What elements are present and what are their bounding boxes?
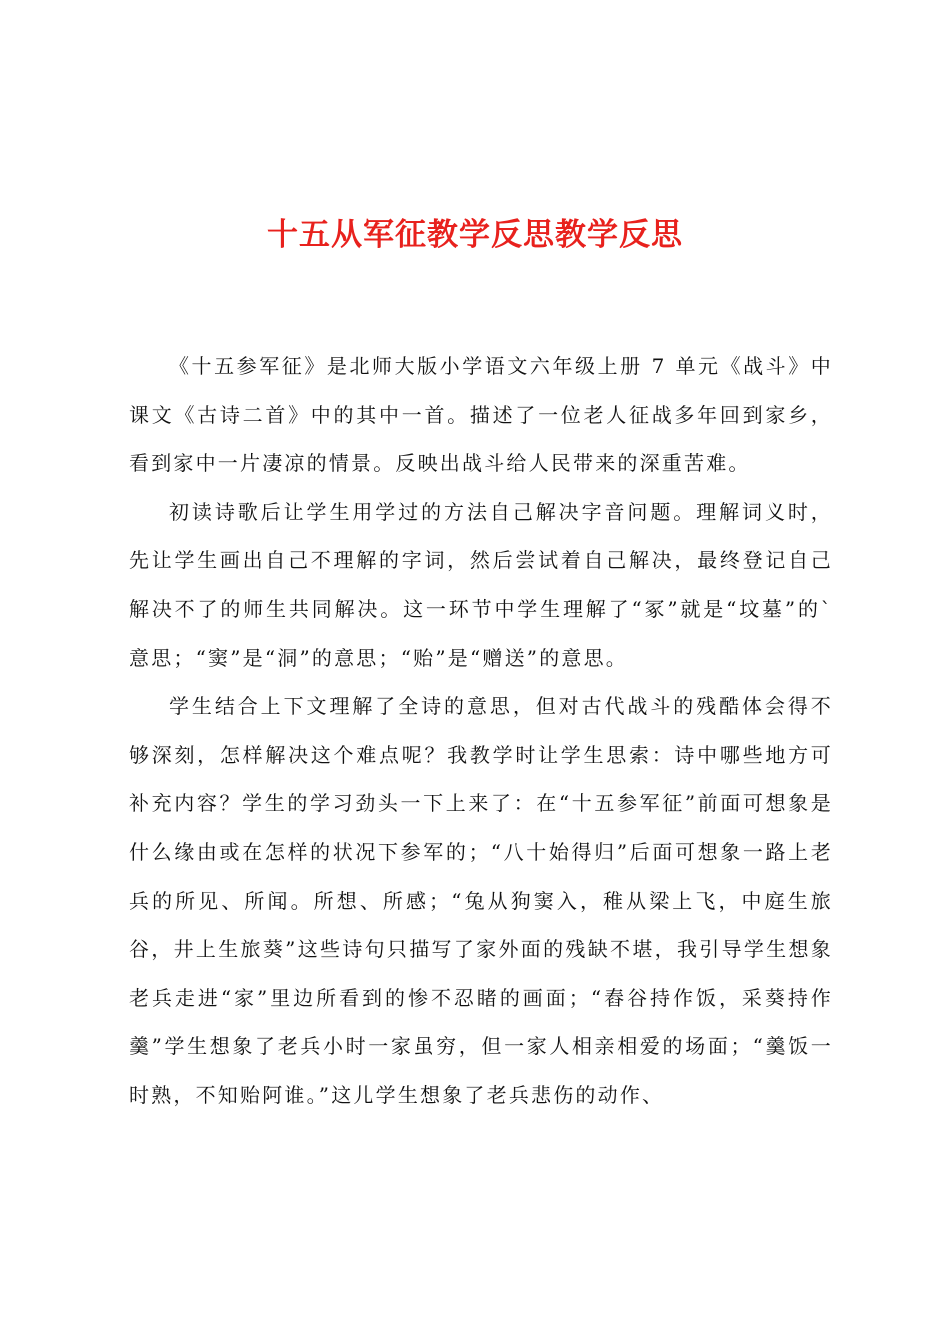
paragraph: 《十五参军征》是北师大版小学语文六年级上册 7 单元《战斗》中课文《古诗二首》中的其中一首。描述了一位老人征战多年回到家乡，看到家中一片凄凉的情景。反映出战斗给人民带来的深重苦难。 bbox=[129, 354, 833, 476]
document-title: 十五从军征教学反思教学反思 bbox=[267, 217, 683, 253]
document-body bbox=[129, 342, 833, 1120]
paragraph: 初读诗歌后让学生用学过的方法自己解决字音问题。理解词义时，先让学生画出自己不理解的字词，然后尝试着自己解决，最终登记自己解决不了的师生共同解决。这一环节中学生理解了“冢”就是“坟墓”的`意思；“窦”是“洞”的意思；“贻”是“赠送”的意思。 bbox=[129, 499, 833, 670]
paragraph: 学生结合上下文理解了全诗的意思，但对古代战斗的残酷体会得不够深刻，怎样解决这个难点呢？我教学时让学生思索：诗中哪些地方可补充内容？学生的学习劲头一下上来了：在“十五参军征”前面可想象是什么缘由或在怎样的状况下参军的；“八十始得归”后面可想象一路上老兵的所见、所闻。所想、所感；“兔从狗窦入，稚从梁上飞，中庭生旅谷，井上生旅葵”这些诗句只描写了家外面的残缺不堪，我引导学生想象老兵走进“家”里边所看到的惨不忍睹的画面；“舂谷持作饭，采葵持作羹”学生想象了老兵小时一家虽穷，但一家人相亲相爱的场面；“羹饭一时熟，不知贻阿谁。”这儿学生想象了老兵悲伤的动作、 bbox=[129, 694, 833, 1107]
